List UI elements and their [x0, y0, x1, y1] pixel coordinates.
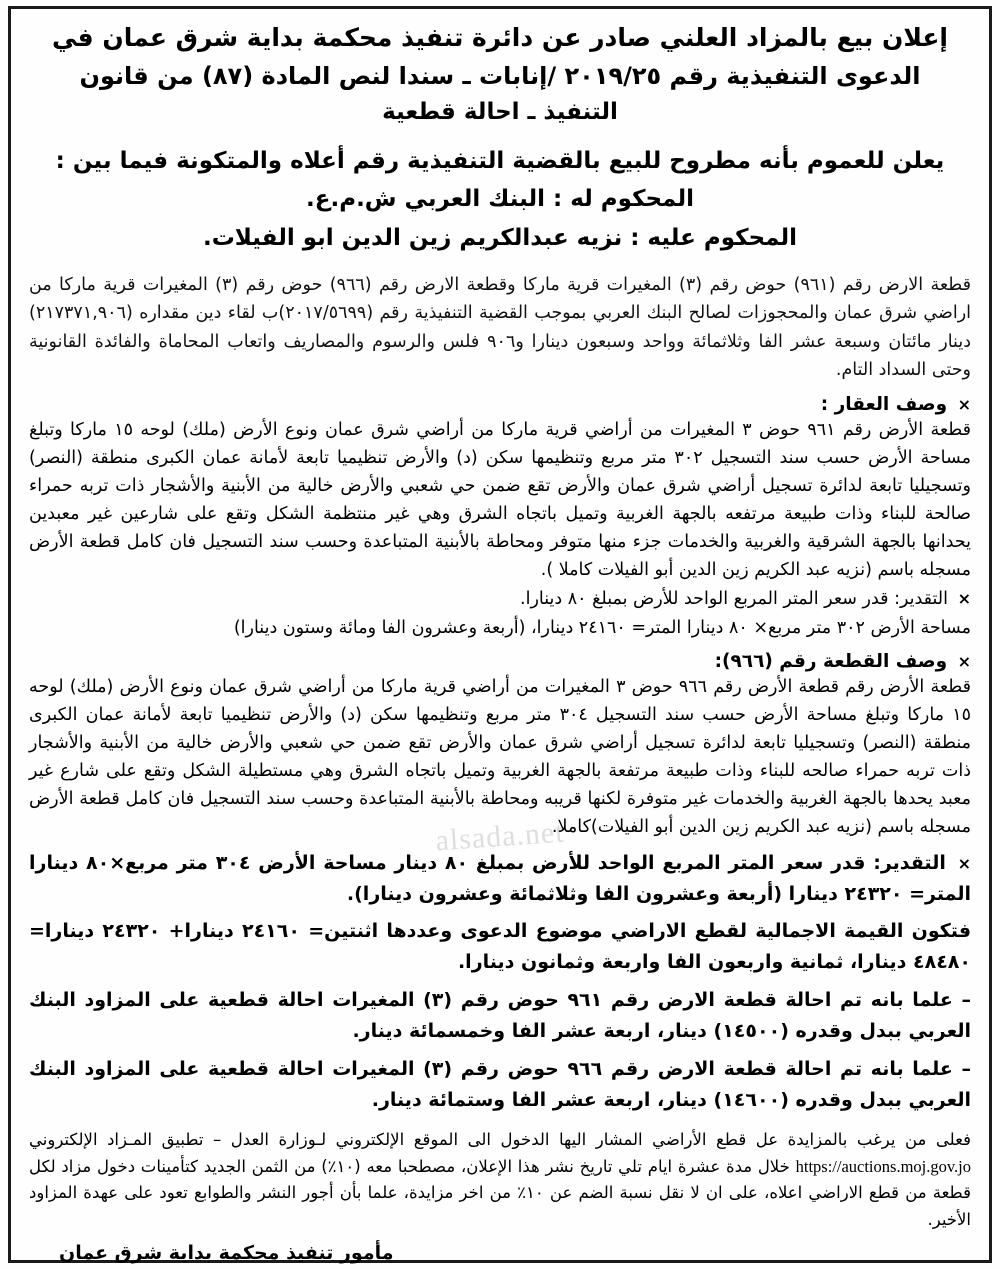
estimate-966-row: [29, 848, 971, 910]
signature-line: مأمور تنفيذ محكمة بداية شرق عمان: [59, 1241, 394, 1264]
property-description-heading-label: وصف العقار :: [820, 394, 948, 416]
estimate-line-1-row: [29, 585, 971, 613]
bidding-instructions: [29, 1127, 971, 1234]
announcement-text: يعلن للعموم بأنه مطروح للبيع بالقضية التنفيذية رقم أعلاه والمتكونة فيما بين :: [55, 147, 945, 174]
debtor-line: المحكوم عليه : نزيه عبدالكريم زين الدين ابو الفيلات.: [202, 225, 798, 252]
auction-portal-link[interactable]: https://auctions.moj.gov.jo: [795, 1156, 971, 1176]
bullet-icon: ×: [957, 652, 971, 672]
notice-frame: [8, 6, 992, 1263]
parcel-966-paragraph: قطعة الأرض رقم قطعة الأرض رقم ٩٦٦ حوض ٣ المغيرات من أراضي قرية ماركا من أراضي شرق عمان ونوع الأرض (ملك) لوحه ١٥ ماركا وتبلغ مساحة الأرض حسب سند التسجيل ٣٠٤ متر مربع وتنظيمها سكن (د) والأرض تنظيميا تابعة لأمانة عمان الكبرى منطقة (النصر) وتسجيليا تابعة لدائرة تسجيل أراضي شرق عمان والأرض تقع ضمن حي شعبي والأرض خالية من الأبنية والأشجار ذات تربه حمراء صالحه للبناء وذات طبيعة مرتفعة بالجهة الغربية وتميل باتجاه الشرق وهي مستطيلة الشكل وتقع على شارع غير معبد يحدها بالجهة الغربية والخدمات غير متوفرة لكنها قريبه ومحاطة بالأبنية المتباعدة وحسب سند التسجيل فان كامل قطعة الأرض مسجله باسم (نزيه عبد الكريم زين الدين أبو الفيلات)كاملا.: [29, 677, 972, 838]
total-value-paragraph: فتكون القيمة الاجمالية لقطع الاراضي موضوع الدعوى وعددها اثنتين= ٢٤١٦٠ دينارا+ ٢٤٣٢٠ دينارا= ٤٨٤٨٠ دينارا، ثمانية واربعون الفا واربعة وثمانون دينارا.: [29, 919, 972, 973]
note-parcel-966: – علما بانه تم احالة قطعة الارض رقم ٩٦٦ حوض رقم (٣) المغيرات احالة قطعية على المزاود البنك العربي ببدل وقدره (١٤٦٠٠) دينار، اربعة عشر الفا وستمائة دينار.: [29, 1058, 971, 1111]
bidding-instructions-part1: فعلى من يرغب بالمزايدة عل قطع الأراضي المشار اليها الدخول الى الموقع الإلكتروني لـوزارة العدل – تطبيق المـزاد الإلكتروني: [29, 1129, 971, 1149]
intro-paragraph: قطعة الارض رقم (٩٦١) حوض رقم (٣) المغيرات قرية ماركا وقطعة الارض رقم (٩٦٦) حوض رقم (٣) المغيرات قرية ماركا من اراضي شرق عمان والمحجوزات لصالح البنك العربي بموجب القضية التنفيذية رقم (٢٠١٧/٥٦٩٩)ب لقاء دين مقداره (٢١٧٣٧١,٩٠٦) دينار مائتان وسبعة عشر الفا وثلاثمائة وواحد وسبعون دينارا و٩٠٦ فلس والرسوم والمصاريف واتعاب المحاماة والفائدة القانونية وحتى السداد التام.: [29, 274, 972, 380]
parcel-966-heading: [29, 651, 971, 672]
bullet-icon: ×: [957, 395, 971, 415]
estimate-line-2: مساحة الأرض ٣٠٢ متر مربع× ٨٠ دينارا المتر= ٢٤١٦٠ دينارا، (أربعة وعشرون الفا ومائة وستون دينارا): [233, 618, 971, 639]
notice-title-block: [29, 19, 971, 131]
watermark-text: alsada.net: [434, 815, 566, 858]
title-line-3: التنفيذ ـ احالة قطعية: [382, 98, 618, 125]
bidding-instructions-part2: خلال مدة عشرة ايام تلي تاريخ نشر هذا الإعلان، مصطحبا معه (١٠٪) من الثمن الجديد كتأمينات دخول مزاد لكل قطعة من قطع الاراضي اعلاه، على ان لا نقل نسبة الضم عن ١٠٪ من اخر مزايدة، علما بأن أجور النشر والطوابع تعود على عهدة المزاود الأخير.: [29, 1156, 971, 1230]
creditor-line: المحكوم له : البنك العربي ش.م.ع.: [306, 186, 694, 213]
property-description-paragraph: قطعة الأرض رقم ٩٦١ حوض ٣ المغيرات من أراضي قرية ماركا من أراضي شرق عمان ونوع الأرض (ملك) لوحه ١٥ ماركا وتبلغ مساحة الأرض حسب سند التسجيل ٣٠٢ متر مربع وتنظيمها سكن (د) والأرض تنظيميا تابعة لأمانة عمان الكبرى منطقة (النصر) وتسجيليا تابعة لدائرة تسجيل أراضي شرق عمان والأرض تقع ضمن حي شعبي والأرض خالية من الأبنية والأشجار ذات تربه حمراء صالحة للبناء وذات طبيعة مرتفعه بالجهة الغربية وتميل باتجاه الشرق وهي غير منتظمة الشكل وتقع على شارعين غير معبدين يحدانها بالجهة الشرقية والغربية والخدمات جزء منها متوفر ومحاطة بالأبنية المتباعدة وحسب سند التسجيل فان كامل قطعة الأرض مسجله باسم (نزيه عبد الكريم زين الدين أبو الفيلات كاملا ).: [29, 420, 972, 581]
parcel-966-heading-label: وصف القطعة رقم (٩٦٦):: [714, 651, 948, 673]
title-line-1: إعلان بيع بالمزاد العلني صادر عن دائرة تنفيذ محكمة بداية شرق عمان في: [51, 23, 948, 52]
estimate-line-1: التقدير: قدر سعر المتر المربع الواحد للأرض بمبلغ ٨٠ دينارا.: [520, 589, 949, 610]
note-parcel-961: – علما بانه تم احالة قطعة الارض رقم ٩٦١ حوض رقم (٣) المغيرات احالة قطعية على المزاود البنك العربي ببدل وقدره (١٤٥٠٠) دينار، اربعة عشر الفا وخمسمائة دينار.: [29, 989, 971, 1042]
estimate-966: التقدير: قدر سعر المتر المربع الواحد للأرض بمبلغ ٨٠ دينار مساحة الأرض ٣٠٤ متر مربع×٨٠ دينارا المتر= ٢٤٣٢٠ دينارا (أربعة وعشرون الفا وثلاثمائة وعشرون دينارا).: [29, 852, 971, 906]
bullet-icon: ×: [957, 854, 972, 874]
bullet-icon: ×: [957, 589, 971, 609]
title-line-2: الدعوى التنفيذية رقم ٢٠١٩/٢٥ /إنابات ـ سندا لنص المادة (٨٧) من قانون: [79, 61, 921, 90]
intro-paragraph-block: [29, 271, 971, 386]
property-description-heading: [29, 394, 971, 415]
